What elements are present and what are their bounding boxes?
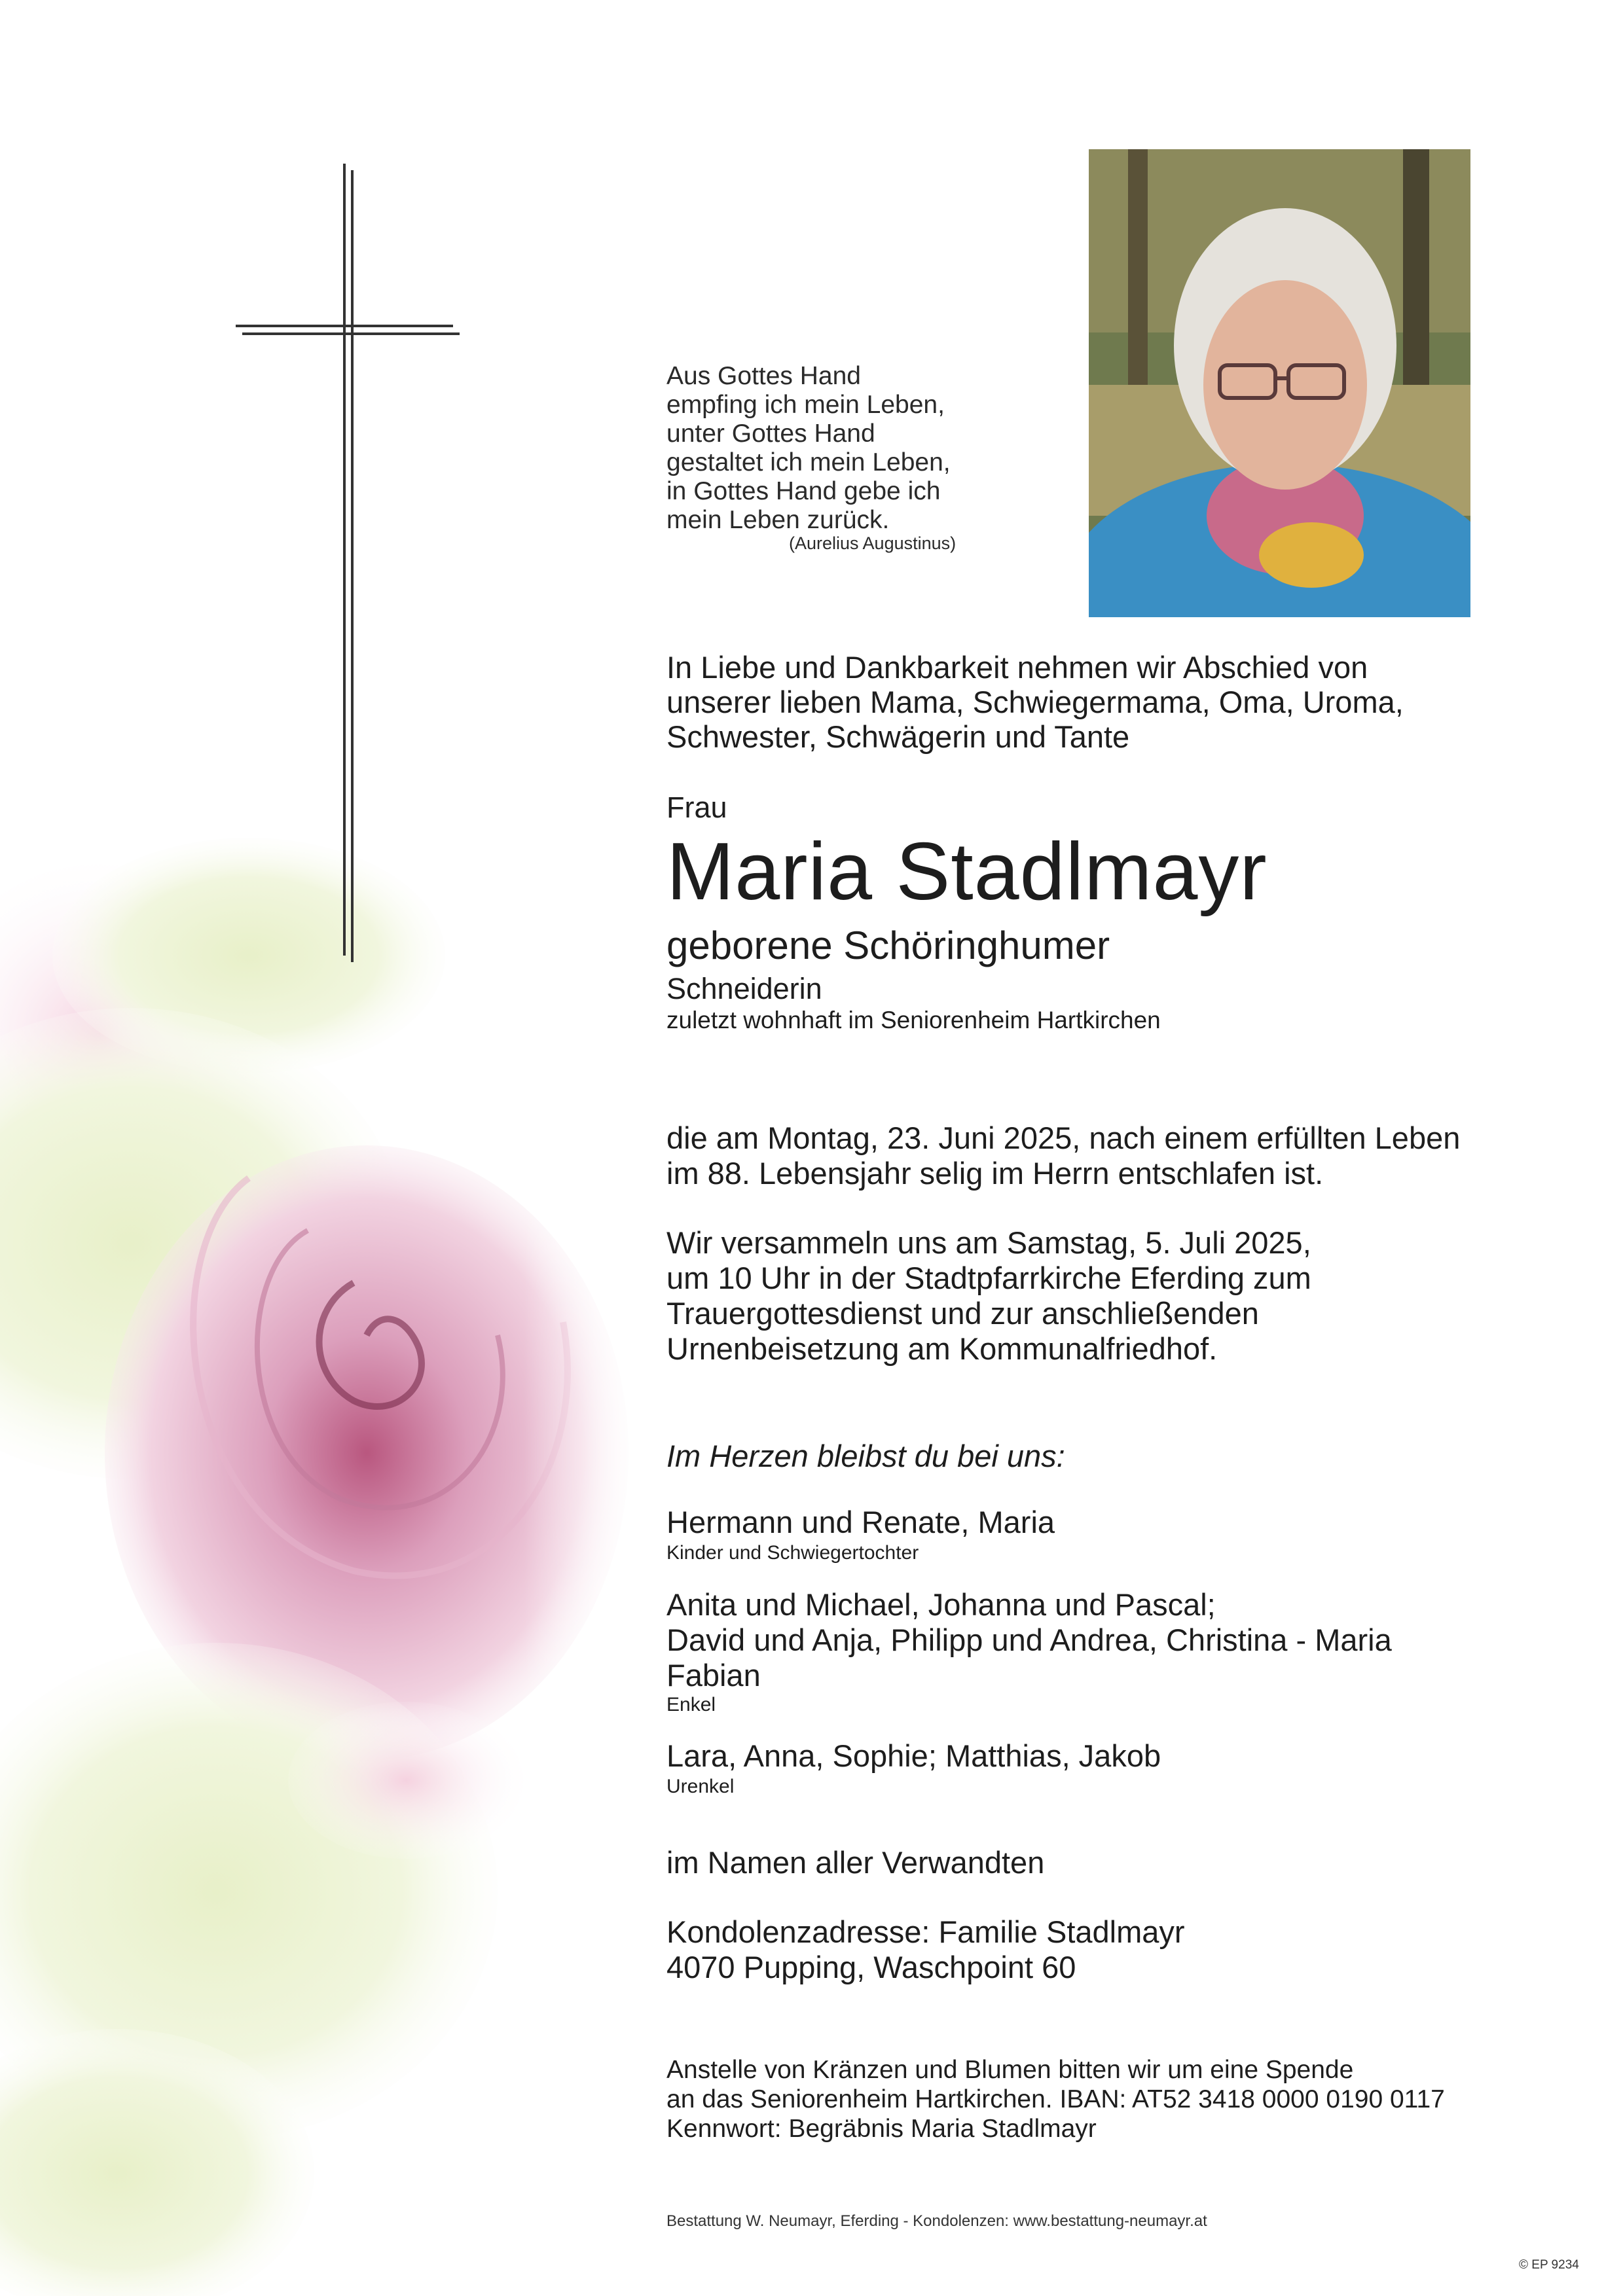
quote-author: (Aurelius Augustinus) xyxy=(789,533,957,553)
donation-request xyxy=(666,2055,1550,2144)
grandchildren-names xyxy=(666,1587,1550,1693)
cross-icon xyxy=(229,164,465,975)
grandchildren-line: David und Anja, Philipp und Andrea, Christina - Maria xyxy=(666,1623,1392,1657)
quote-line: empfing ich mein Leben, xyxy=(666,391,945,419)
mourners-title: Im Herzen bleibst du bei uns: xyxy=(666,1439,1065,1473)
intro-line: Schwester, Schwägerin und Tante xyxy=(666,719,1130,754)
quote-line: mein Leben zurück. xyxy=(666,506,890,534)
service-line: um 10 Uhr in der Stadtpfarrkirche Eferding zum xyxy=(666,1261,1311,1295)
death-line: im 88. Lebensjahr selig im Herrn entschlafen ist. xyxy=(666,1156,1324,1191)
bible-quote xyxy=(666,362,1550,535)
death-line: die am Montag, 23. Juni 2025, nach einem erfüllten Leben xyxy=(666,1121,1461,1155)
service-line: Wir versammeln uns am Samstag, 5. Juli 2025, xyxy=(666,1225,1311,1260)
great-grandchildren-relation: Urenkel xyxy=(666,1776,735,1797)
grandchildren-relation: Enkel xyxy=(666,1694,716,1715)
rose-illustration xyxy=(0,812,655,2296)
relatives-note: im Namen aller Verwandten xyxy=(666,1845,1045,1880)
funeral-home-footer: Bestattung W. Neumayr, Eferding - Kondolenzen: www.bestattung-neumayr.at xyxy=(666,2212,1207,2230)
children-relation: Kinder und Schwiegertochter xyxy=(666,1542,919,1564)
service-line: Urnenbeisetzung am Kommunalfriedhof. xyxy=(666,1331,1218,1366)
quote-line: Aus Gottes Hand xyxy=(666,362,861,390)
condolence-line: Kondolenzadresse: Familie Stadlmayr xyxy=(666,1914,1185,1949)
service-line: Trauergottesdienst und zur anschließenden xyxy=(666,1296,1259,1331)
grandchildren-line: Fabian xyxy=(666,1658,761,1693)
donation-line: an das Seniorenheim Hartkirchen. IBAN: AT52 3418 0000 0190 0117 xyxy=(666,2085,1445,2113)
condolence-line: 4070 Pupping, Waschpoint 60 xyxy=(666,1950,1076,1984)
children-names: Hermann und Renate, Maria xyxy=(666,1505,1055,1539)
intro-line: unserer lieben Mama, Schwiegermama, Oma, Uroma, xyxy=(666,685,1404,719)
quote-line: gestaltet ich mein Leben, xyxy=(666,448,951,476)
service-info xyxy=(666,1225,1550,1367)
farewell-intro xyxy=(666,650,1550,754)
great-grandchildren-names: Lara, Anna, Sophie; Matthias, Jakob xyxy=(666,1738,1161,1773)
quote-line: unter Gottes Hand xyxy=(666,420,875,448)
birth-name: geborene Schöringhumer xyxy=(666,924,1110,967)
grandchildren-line: Anita und Michael, Johanna und Pascal; xyxy=(666,1587,1216,1622)
intro-line: In Liebe und Dankbarkeit nehmen wir Abschied von xyxy=(666,650,1368,685)
last-residence: zuletzt wohnhaft im Seniorenheim Hartkirchen xyxy=(666,1007,1161,1033)
quote-line: in Gottes Hand gebe ich xyxy=(666,477,941,505)
print-code: © EP 9234 xyxy=(1519,2258,1579,2272)
profession: Schneiderin xyxy=(666,972,822,1005)
donation-line: Kennwort: Begräbnis Maria Stadlmayr xyxy=(666,2115,1097,2143)
donation-line: Anstelle von Kränzen und Blumen bitten wir um eine Spende xyxy=(666,2056,1354,2084)
deceased-name: Maria Stadlmayr xyxy=(666,827,1267,917)
death-notice xyxy=(666,1121,1550,1191)
condolence-address xyxy=(666,1914,1550,1985)
salutation: Frau xyxy=(666,791,727,824)
